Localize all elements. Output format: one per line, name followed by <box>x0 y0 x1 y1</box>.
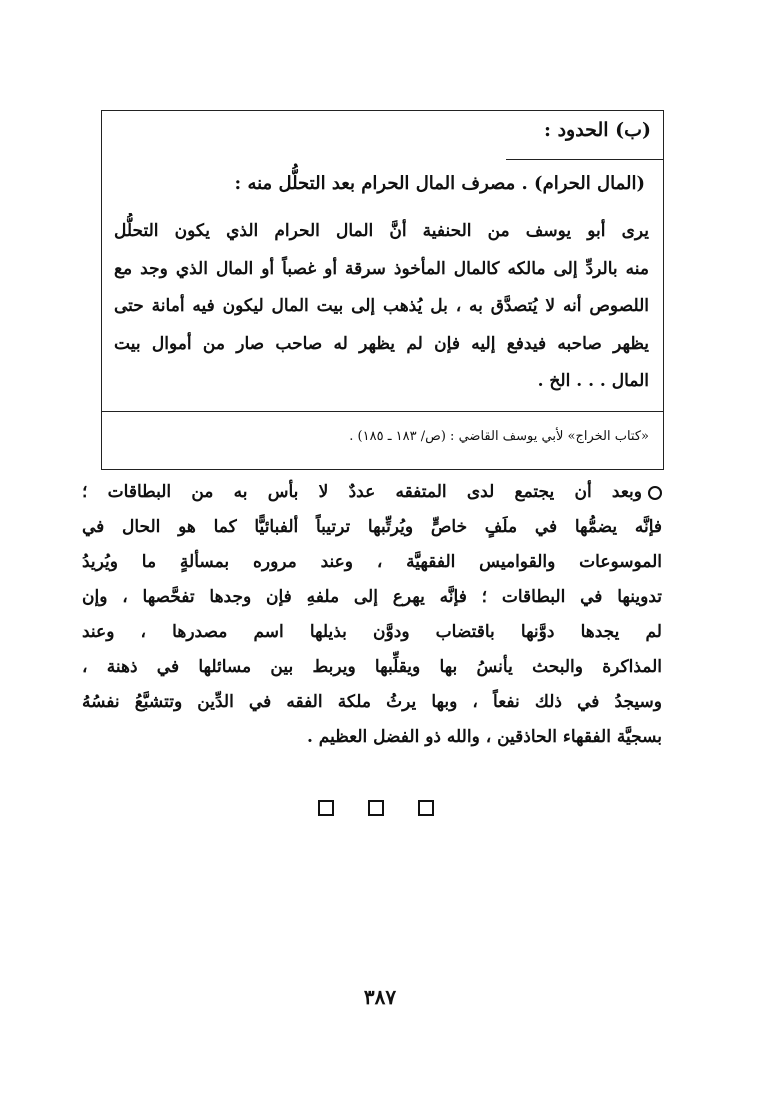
body-line: فإنَّه يضمُّها في ملَفٍ خاصٍّ ويُرتِّبها ترتيباً ألفبائيًّا كما هو الحال في <box>82 517 662 537</box>
body-line: تدوينها في البطاقات ؛ فإنَّه يهرع إلى ملفهِ فإن وجدها تفحَّصها ، وإن <box>82 587 662 607</box>
heading-underline <box>506 159 663 160</box>
body-line: المذاكرة والبحث يأنسُ بها ويقلِّبها ويربط بين مسائلها في ذهنة ، <box>82 657 662 677</box>
page-number: ٣٨٧ <box>363 985 397 1009</box>
square-ornament-icon <box>318 800 334 816</box>
square-ornament-icon <box>418 800 434 816</box>
body-line: بسجيَّة الفقهاء الحاذقين ، والله ذو الفضل العظيم . <box>306 727 662 747</box>
card-line: اللصوص أنه لا يُتصدَّق به ، بل يُذهب إلى بيت المال ليكون فيه أمانة حتى <box>114 296 649 316</box>
card-line: المال . . . الخ . <box>537 371 649 391</box>
card-source-citation: «كتاب الخراج» لأبي يوسف القاضي : (ص/ ١٨٣ ـ ١٨٥) . <box>349 429 649 444</box>
circle-bullet-icon <box>648 486 662 500</box>
card-divider <box>102 411 663 412</box>
index-card-example <box>101 110 664 470</box>
body-line: الموسوعات والقواميس الفقهيَّة ، وعند مروره بمسألةٍ ما ويُريدُ <box>82 552 662 572</box>
card-heading: (ب) الحدود : <box>543 119 651 141</box>
card-line: منه بالردِّ إلى مالكه كالمال المأخوذ سرقة أو غصباً أو المال الذي وجد مع <box>114 258 649 279</box>
square-ornament-icon <box>368 800 384 816</box>
card-subheading: (المال الحرام) . مصرف المال الحرام بعد التحلُّل منه : <box>234 173 645 194</box>
card-line: يرى أبو يوسف من الحنفية أنَّ المال الحرام الذي يكون التحلُّل <box>114 221 649 241</box>
body-line <box>82 475 662 510</box>
section-end-ornament <box>318 800 436 820</box>
body-line: لم يجدها دوَّنها باقتضاب ودوَّن بذيلها اسم مصدرها ، وعند <box>82 622 662 642</box>
body-line-text: وبعد أن يجتمع لدى المتفقه عددٌ لا بأس به من البطاقات ؛ <box>82 482 642 502</box>
body-line: وسيجدُ في ذلك نفعاً ، وبها يرثُ ملكة الفقه في الدِّين وتتشبَّعُ نفسُهُ <box>82 692 662 712</box>
body-paragraph <box>82 475 662 755</box>
card-body <box>114 213 649 401</box>
card-line: يظهر صاحبه فيدفع إليه فإن لم يظهر له صاحب صار من أموال بيت <box>114 333 649 354</box>
